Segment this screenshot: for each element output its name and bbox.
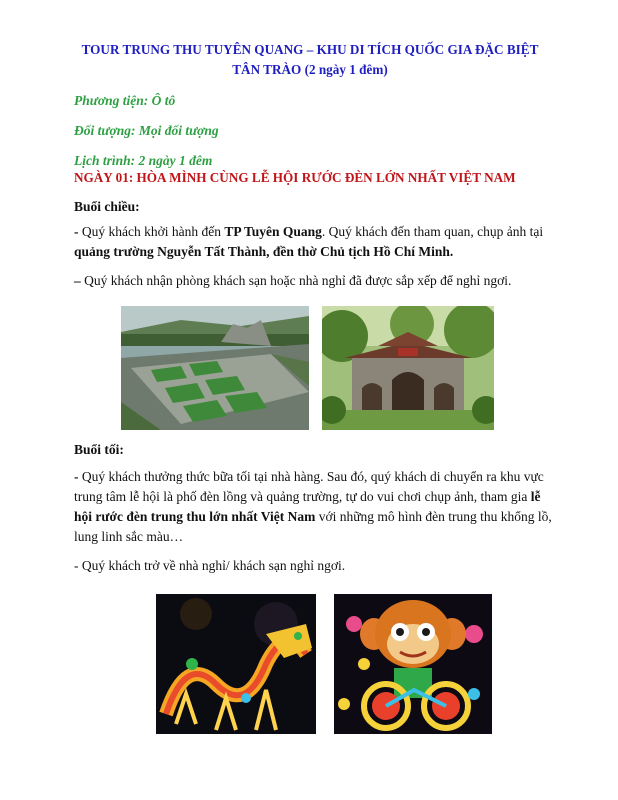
schedule-info: Lịch trình: 2 ngày 1 đêm xyxy=(74,153,213,168)
square-photo xyxy=(121,306,309,430)
afternoon-paragraph-1 xyxy=(74,222,552,262)
title-line-1: TOUR TRUNG THU TUYÊN QUANG – KHU DI TÍCH QUỐC GIA ĐẶC BIỆT xyxy=(81,42,539,57)
audience-info: Đối tượng: Mọi đối tượng xyxy=(74,123,219,138)
bullet-dash: – xyxy=(74,273,85,288)
afternoon-text-3: Quý khách nhận phòng khách sạn hoặc nhà nghỉ đã được sắp xếp để nghỉ ngơi. xyxy=(84,273,512,288)
city-name: TP Tuyên Quang xyxy=(224,224,322,239)
temple-photo xyxy=(322,306,494,430)
afternoon-heading: Buổi chiều: xyxy=(74,199,140,214)
dragon-lantern-photo xyxy=(156,594,316,734)
monkey-lantern-photo xyxy=(334,594,492,734)
bullet-dash: - xyxy=(74,224,82,239)
title-line-2: TÂN TRÀO (2 ngày 1 đêm) xyxy=(232,62,388,77)
bullet-dash: - xyxy=(74,469,82,484)
landmarks: quảng trường Nguyễn Tất Thành, đền thờ Chủ tịch Hồ Chí Minh. xyxy=(74,244,454,259)
afternoon-text-1: Quý khách khởi hành đến xyxy=(81,224,225,239)
transport-info: Phương tiện: Ô tô xyxy=(74,93,176,108)
festival-name: lễ hội rước đèn trung thu lớn nhất Việt Nam xyxy=(74,489,541,524)
evening-paragraph-2: - Quý khách trở về nhà nghỉ/ khách sạn nghỉ ngơi. xyxy=(74,558,346,573)
afternoon-text-2: . Quý khách đến tham quan, chụp ảnh tại xyxy=(321,224,544,239)
evening-text-2: với những mô hình đèn trung thu khổng lồ, lung linh sắc màu… xyxy=(74,509,552,544)
evening-text-1: Quý khách thưởng thức bữa tối tại nhà hàng. Sau đó, quý khách di chuyển ra khu vực trung tâm lễ hội là phố đèn lồng và quảng trường, tự do vui chơi chụp ảnh, tham gia xyxy=(74,469,544,504)
evening-heading: Buổi tối: xyxy=(74,442,124,457)
afternoon-paragraph-2 xyxy=(74,271,552,291)
document-title xyxy=(60,40,560,80)
evening-paragraph-1 xyxy=(74,467,552,547)
day-1-heading: NGÀY 01: HÒA MÌNH CÙNG LỄ HỘI RƯỚC ĐÈN LỚN NHẤT VIỆT NAM xyxy=(74,170,516,185)
